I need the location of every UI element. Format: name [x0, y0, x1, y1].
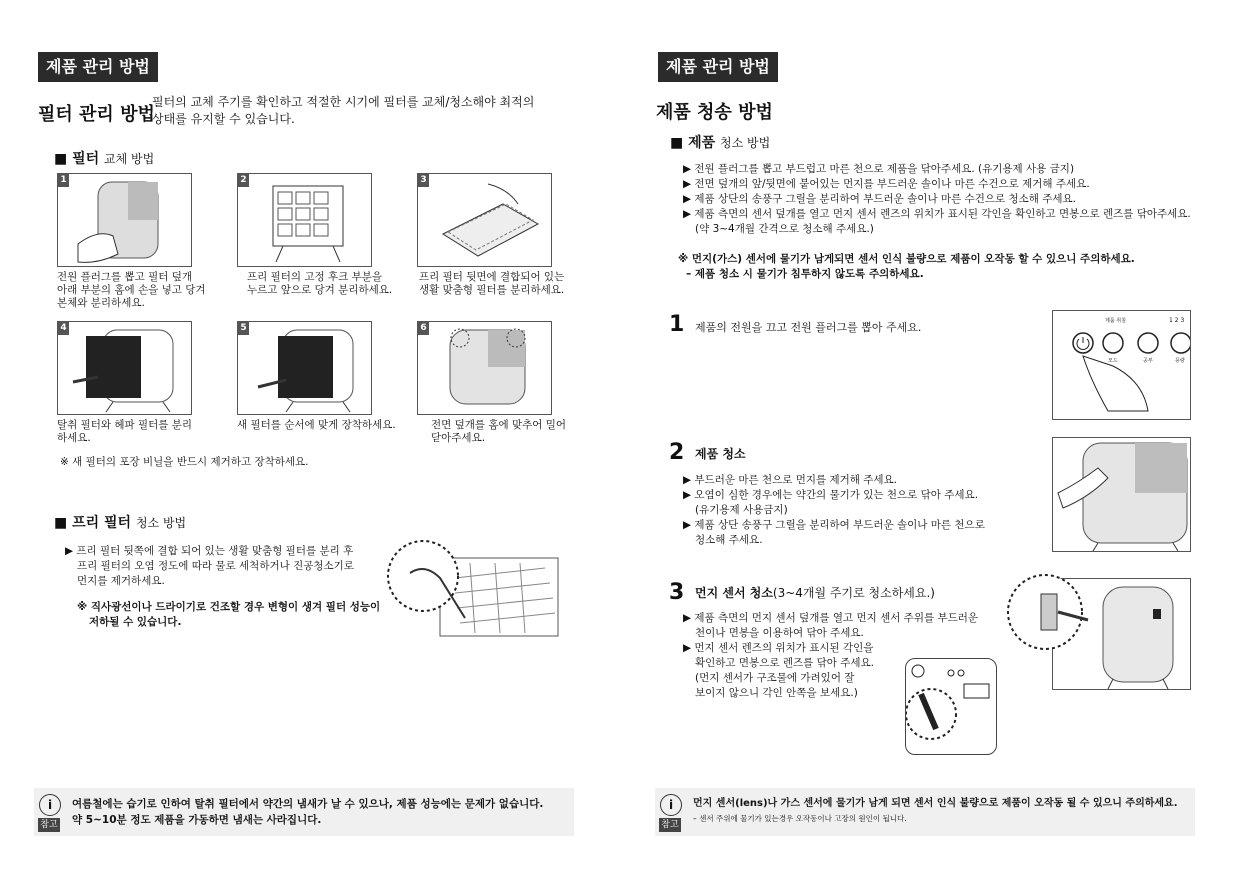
panel-label-nums: 1 2 3 [1169, 317, 1185, 324]
control-panel-image [1052, 310, 1191, 420]
step-3-number: 3 [669, 580, 685, 605]
step-5-caption [237, 419, 396, 432]
step2-line: ▶ 제품 상단 송풍구 그릴을 분리하여 부드러운 솔이나 마른 천으로 [683, 519, 985, 531]
wipe-product-illustration [1053, 438, 1190, 551]
prefilter-line: ▶ 프리 필터 뒷쪽에 결합 되어 있는 생활 맞춤형 필터를 분리 후 [65, 545, 354, 557]
panel-label-mode: 모드 [1108, 358, 1118, 364]
step-1-image [57, 173, 192, 267]
filter-heading-desc [152, 94, 534, 128]
step-number: 3 [418, 174, 429, 187]
info-line: 먼지 센서(lens)나 가스 센서에 물기가 남게 되면 센서 인식 불량으로 제품이 오작동 될 수 있으니 주의하세요. [693, 798, 1178, 809]
warning-line: ※ 먼지(가스) 센서에 물기가 남게되면 센서 인식 불량으로 제품이 오작동 할 수 있으니 주의하세요. [678, 253, 1135, 265]
caption-line: 프리 필터 뒷면에 결합되어 있는 [419, 271, 565, 283]
heading-desc-line: 상태를 유지할 수 있습니다. [152, 112, 295, 126]
wipe-product-image [1052, 437, 1191, 552]
caption-line: 닫아주세요. [431, 432, 486, 444]
step-6-caption [431, 419, 566, 445]
step-number: 4 [58, 322, 69, 335]
step-1-caption [57, 271, 206, 310]
title-small: (3~4개월 주기로 청소하세요.) [772, 586, 935, 600]
step-2-caption [247, 271, 392, 297]
step-2-image [237, 173, 372, 267]
step-2-number: 2 [669, 440, 685, 465]
step3-line: (먼지 센서가 구조물에 가려있어 잘 [695, 672, 855, 684]
title-bold: 먼지 센서 청소 [695, 586, 773, 600]
step3-line: ▶ 먼지 센서 렌즈의 위치가 표시된 각인을 [683, 642, 874, 654]
step2-line: ▶ 부드러운 마른 천으로 먼지를 제거해 주세요. [683, 474, 898, 486]
panel-label-wind: 풍량 [1175, 358, 1185, 364]
title-small: 청소 방법 [720, 136, 771, 150]
left-info-bar [34, 788, 574, 836]
caption-line: 전원 플러그를 뽑고 필터 덮개 [57, 271, 193, 283]
title-small: 교체 방법 [104, 152, 155, 166]
bullet-line: ▶ 전면 덮개의 앞/뒷면에 붙어있는 먼지를 부드러운 솔이나 마른 수건으로 제거해 주세요. [683, 178, 1090, 190]
caption-line: 아래 부분의 홈에 손을 넣고 당겨 [57, 284, 206, 296]
caption-line: 전면 덮개를 홈에 맞추어 밀어 [431, 419, 567, 431]
step-number: 5 [238, 322, 249, 335]
caption-line: 누르고 앞으로 당겨 분리하세요. [247, 284, 393, 296]
bullet-line: ▶ 제품 측면의 센서 덮개를 열고 먼지 센서 렌즈의 위치가 표시된 각인을 확인하고 면봉으로 렌즈를 닦아주세요. [683, 208, 1191, 220]
right-info-bar [655, 788, 1195, 836]
step-3-image [417, 173, 552, 267]
caption-line: 새 필터를 순서에 맞게 장착하세요. [237, 419, 396, 431]
section-tag-right: 제품 관리 방법 [658, 52, 778, 82]
prefilter-wash-illustration [385, 538, 563, 638]
step-1-text: 제품의 전원을 끄고 전원 플러그를 뽑아 주세요. [695, 321, 922, 334]
warning-line: 저하될 수 있습니다. [89, 616, 182, 628]
bullet-line: (약 3~4개월 간격으로 청소해 주세요.) [695, 223, 874, 235]
title-bold: ■ 필터 [54, 151, 100, 167]
deodorizing-filter-illustration [58, 322, 191, 414]
title-small: 청소 방법 [135, 516, 187, 530]
prefilter-text [65, 544, 354, 589]
bullet-line: ▶ 전원 플러그를 뽑고 부드럽고 마른 천으로 제품을 닦아주세요. (유기용제 사용 금지) [683, 163, 1075, 175]
filter-replace-title [54, 148, 154, 168]
step-4-caption [57, 419, 192, 445]
sensor-zoom-illustration [1003, 572, 1099, 652]
step2-line: ▶ 오염이 심한 경우에는 약간의 물기가 있는 천으로 닦아 주세요. [683, 489, 979, 501]
step2-line: (유기용제 사용금지) [695, 504, 788, 516]
purifier-front-illustration [58, 174, 191, 266]
heading-desc-line: 필터의 교체 주기를 확인하고 적절한 시기에 필터를 교체/청소해야 최적의 [152, 95, 535, 109]
prefilter-wash-image [385, 538, 563, 638]
install-filter-illustration [238, 322, 371, 414]
step-number: 1 [58, 174, 69, 187]
caption-line: 본체와 분리하세요. [57, 297, 145, 309]
bullet-line: ▶ 제품 상단의 송풍구 그릴을 분리하여 부드러운 솔이나 마른 수건으로 청소해 주세요. [683, 193, 1076, 205]
prefilter-line: 프리 필터의 오염 정도에 따라 물로 세척하거나 진공청소기로 [77, 560, 354, 572]
product-cleaning-title [670, 132, 770, 152]
step-5-image [237, 321, 372, 415]
filter-heading: 필터 관리 방법 [38, 104, 155, 125]
step-3-title [695, 584, 935, 601]
step3-line: ▶ 제품 측면의 먼지 센서 덮개를 열고 먼지 센서 주위를 부드러운 [683, 612, 979, 624]
info-icon: i [39, 794, 61, 816]
step-2-lines [683, 473, 985, 548]
close-cover-illustration [418, 322, 551, 414]
step-number: 6 [418, 322, 429, 335]
sensor-lens-image [905, 658, 997, 755]
info-caption: 참고 [38, 818, 60, 832]
prefilter-title [54, 512, 186, 532]
info-text [72, 796, 543, 828]
info-line: 여름철에는 습기로 인하여 탈취 필터에서 약간의 냄새가 날 수 있으나, 제품 성능에는 문제가 없습니다. [72, 798, 544, 810]
cleaning-heading: 제품 청송 방법 [656, 102, 773, 123]
step3-line: 보이지 않으니 각인 안쪽을 보세요.) [695, 687, 858, 699]
step-1-number: 1 [669, 312, 685, 337]
step-2-title: 제품 청소 [695, 447, 746, 461]
info-caption: 참고 [659, 818, 681, 832]
step-4-image [57, 321, 192, 415]
prefilter-warning [77, 600, 380, 630]
step2-line: 청소해 주세요. [695, 534, 763, 546]
caption-line: 탈취 필터와 헤파 필터를 분리 [57, 419, 193, 431]
info-line: 약 5~10분 정도 제품을 가동하면 냄새는 사라집니다. [72, 814, 322, 826]
prefilter-remove-illustration [238, 174, 371, 266]
step3-line: 확인하고 면봉으로 렌즈를 닦아 주세요. [695, 657, 874, 669]
sensor-zoom-image [1003, 572, 1099, 652]
info-text [693, 796, 1178, 826]
prefilter-line: 먼지를 제거하세요. [77, 575, 165, 587]
step-3-caption [419, 271, 564, 297]
caption-line: 하세요. [57, 432, 91, 444]
step-number: 2 [238, 174, 249, 187]
sensor-lens-illustration [906, 659, 996, 754]
title-bold: ■ 프리 필터 [54, 515, 132, 531]
panel-label-top: 제품 취침 [1105, 318, 1126, 324]
info-icon: i [660, 794, 682, 816]
control-panel-illustration [1053, 311, 1190, 419]
warning-line: – 제품 청소 시 물기가 침투하지 않도록 주의하세요. [686, 268, 924, 280]
sensor-warning [678, 252, 1135, 282]
warning-line: ※ 직사광선이나 드라이기로 건조할 경우 변형이 생겨 필터 성능이 [77, 601, 381, 613]
panel-label-study: 공부 [1143, 358, 1153, 364]
step3-line: 천이나 면봉을 이용하여 닦아 주세요. [695, 627, 864, 639]
title-bold: ■ 제품 [670, 135, 716, 151]
info-line: – 센서 주위에 물기가 있는경우 오작동이나 고장의 원인이 됩니다. [693, 814, 907, 823]
caption-line: 생활 맞춤형 필터를 분리하세요. [419, 284, 565, 296]
product-cleaning-bullets [683, 162, 1191, 237]
caption-line: 프리 필터의 고정 후크 부분을 [247, 271, 383, 283]
section-tag-left: 제품 관리 방법 [38, 52, 158, 82]
step-6-image [417, 321, 552, 415]
filter-note: ※ 새 필터의 포장 비닐을 반드시 제거하고 장착하세요. [60, 456, 309, 468]
filter-separate-illustration [418, 174, 551, 266]
